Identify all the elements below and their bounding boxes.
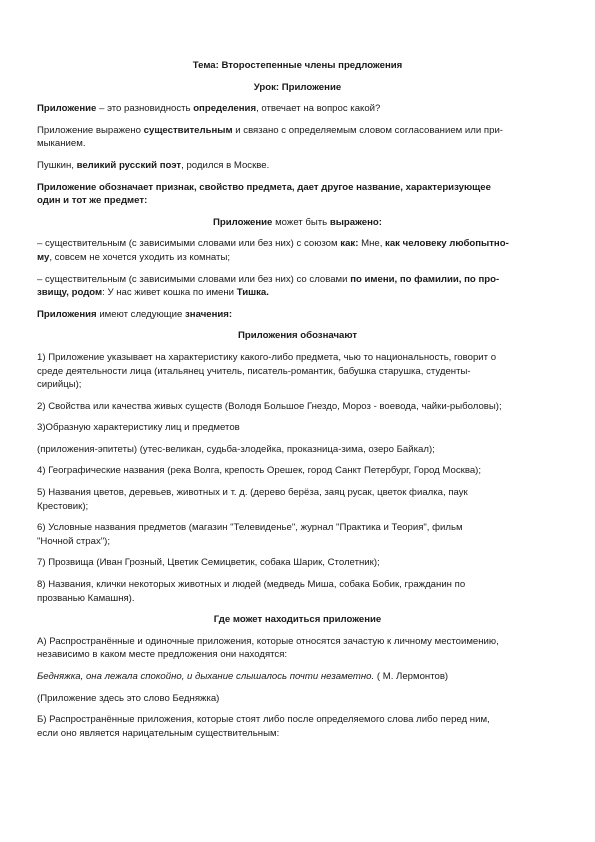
example-pushkin: Пушкин, великий русский поэт, родился в Москве.: [37, 159, 270, 171]
lesson-title: Урок: Приложение: [253, 81, 342, 93]
heading-oboznachayut: Приложения обозначают: [237, 330, 358, 342]
list-item: 6) Условные названия предметов (магазин "Телевиденье", журнал "Практика и Теория", фильм "Ночной страх");: [37, 522, 463, 547]
term: Приложение: [37, 103, 97, 115]
document-body: [37, 59, 558, 740]
list-item: 8) Названия, клички некоторых животных и людей (медведь Миша, собака Бобик, гражданин по прозванью Камашня).: [37, 579, 466, 604]
list-item: 3)Образную характеристику лиц и предметов: [37, 422, 240, 434]
expression-paragraph: Приложение выражено существительным и связано с определяемым словом согласованием или при- мыканием.: [37, 124, 504, 150]
note-paragraph: (Приложение здесь это слово Бедняжка): [37, 692, 220, 704]
topic-title: Тема: Второстепенные члены предложения: [192, 60, 403, 71]
list-item: 1) Приложение указывает на характеристику какого-либо предмета, чью то национальность, говорит о среде деятельности лица (итальянец учитель, писатель-романтик, бабушка старушка, студенты- сирийцы);: [37, 351, 497, 391]
heading-where: Где может находиться приложение: [213, 614, 382, 626]
list-item: (приложения-эпитеты) (утес-великан, судьба-злодейка, проказница-зима, озеро Байкал);: [37, 443, 435, 455]
list-item: 2) Свойства или качества живых существ (Володя Большое Гнездо, Мороз - воевода, чайки-рыболовы);: [37, 400, 502, 412]
list-item: 5) Названия цветов, деревьев, животных и т. д. (дерево берёза, заяц русак, цветок фиалка, паук Крестовик);: [37, 487, 468, 512]
can-be-heading: Приложение может быть выражено:: [213, 216, 382, 228]
example-lermontov: Бедняжка, она лежала спокойно, и дыхание слышалось почти незаметно. ( М. Лермонтов): [37, 671, 449, 682]
list-item: 7) Прозвища (Иван Грозный, Цветик Семицветик, собака Шарик, Столетник);: [37, 557, 380, 569]
section-a: А) Распространённые и одиночные приложения, которые относятся зачастую к личному местоимению, независимо в каком месте предложения они находятся:: [37, 635, 499, 661]
list-item: 4) Географические названия (река Волга, крепость Орешек, город Санкт Петербург, Город Москва);: [37, 465, 482, 477]
values-paragraph: Приложения имеют следующие значения:: [37, 308, 233, 320]
item-slova: – существительным (с зависимыми словами или без них) со словами по имени, по фамилии, по про- звищу, родом: У нас живет кошка по имени Тишка.: [37, 273, 500, 299]
meaning-paragraph: Приложение обозначает признак, свойство предмета, дает другое название, характеризующее один и тот же предмет:: [37, 181, 491, 207]
item-kak: – существительным (с зависимыми словами или без них) с союзом как: Мне, как человеку любопытно- му, совсем не хочется уходить из комнаты;: [37, 238, 509, 263]
section-b: Б) Распространённые приложения, которые стоят либо после определяемого слова либо перед ним, если оно является нарицательным существительным:: [37, 714, 490, 739]
definition-paragraph: Приложение – это разновидность определения, отвечает на вопрос какой?: [37, 103, 381, 115]
